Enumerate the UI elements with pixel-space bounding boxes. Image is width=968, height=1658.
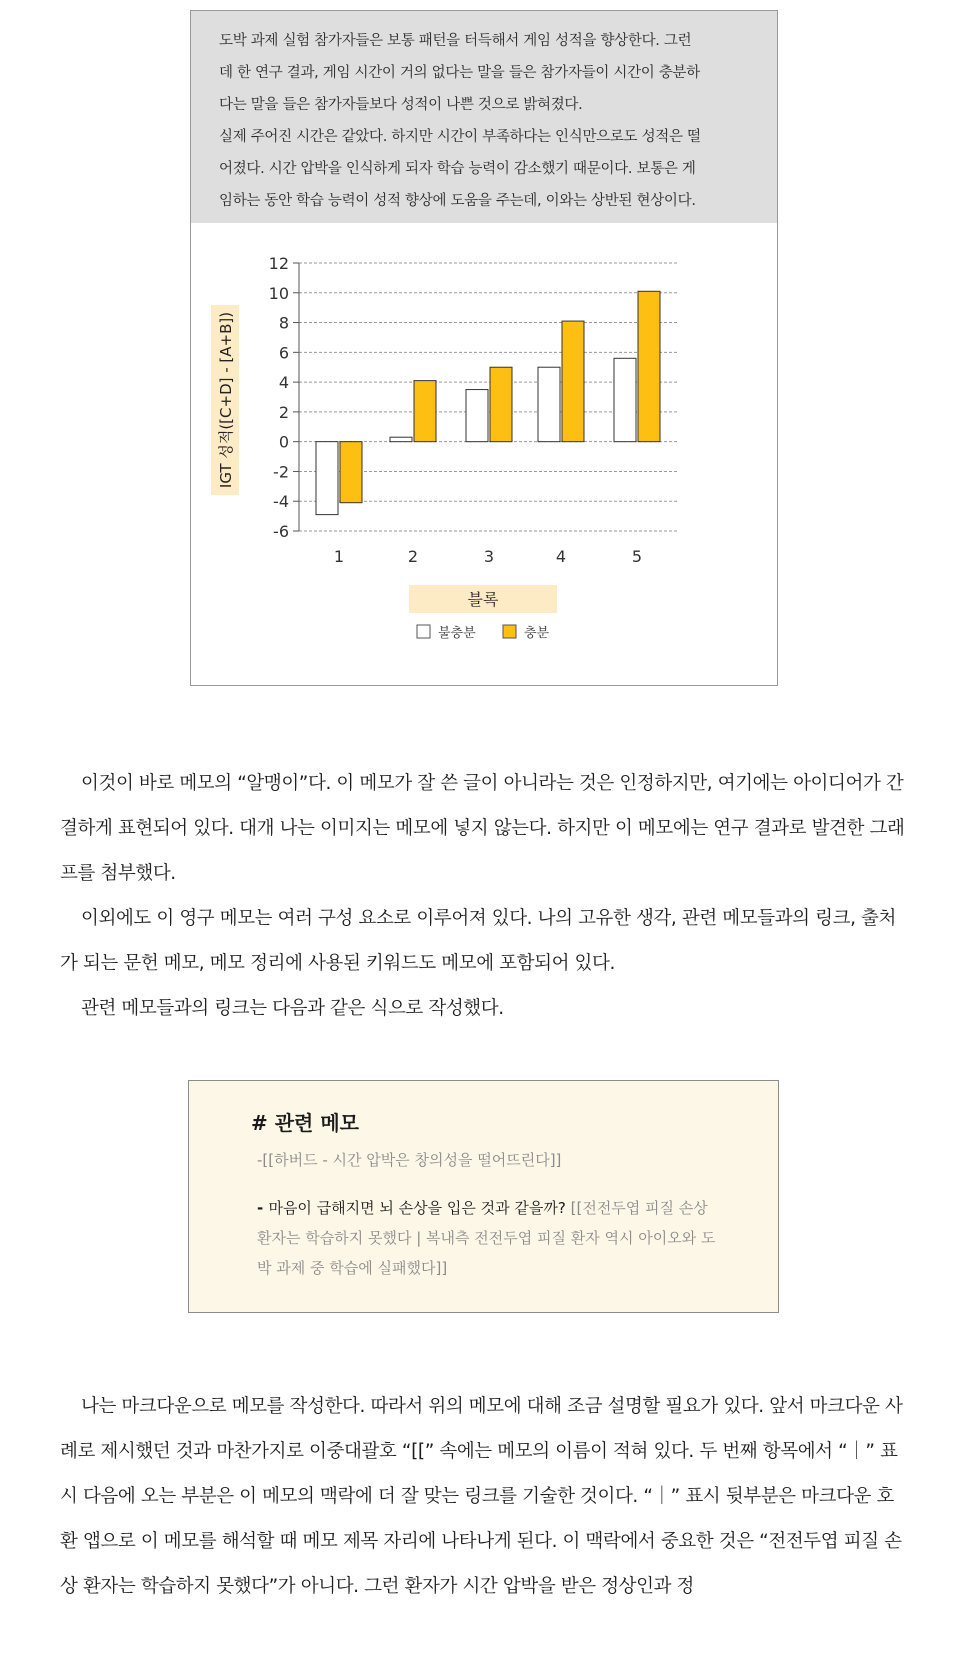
- memo-title: # 관련 메모: [251, 1111, 359, 1135]
- paragraph: 이외에도 이 영구 메모는 여러 구성 요소로 이루어져 있다. 나의 고유한 생각, 관련 메모들과의 링크, 출처가 되는 문헌 메모, 메모 정리에 사용된 키워드도 메모에 포함되어 있다.: [60, 908, 896, 974]
- bar-insufficient: [538, 367, 560, 441]
- bar-sufficient: [340, 442, 362, 503]
- bar-sufficient: [414, 381, 436, 442]
- legend-label: 불충분: [438, 626, 476, 641]
- related-memo-box: [188, 1080, 779, 1313]
- bar-sufficient: [638, 291, 660, 441]
- x-tick-label: 1: [333, 547, 345, 566]
- memo-list-item: [257, 1193, 727, 1283]
- y-tick-label: 0: [278, 432, 289, 452]
- y-tick-label: 4: [278, 373, 289, 393]
- y-axis-label: IGT 성적([C+D] - [A+B]): [217, 311, 235, 489]
- figure-caption: [191, 11, 777, 223]
- y-tick-label: 10: [268, 283, 289, 303]
- y-tick-label: -4: [273, 492, 289, 512]
- caption-line: 데 한 연구 결과, 게임 시간이 거의 없다는 말을 들은 참가자들이 시간이 충분하: [219, 65, 700, 81]
- bar-insufficient: [466, 390, 488, 442]
- memo-item-text: 마음이 급해지면 뇌 손상을 입은 것과 같을까?: [268, 1199, 566, 1217]
- bar-sufficient: [562, 321, 584, 442]
- memo-link[interactable]: [[전전두엽 피질 손상 환자는 학습하지 못했다 | 복내측 전전두엽 피질 환자 역시 아이오와 도박 과제 중 학습에 실패했다]]: [257, 1199, 716, 1277]
- legend-swatch: [417, 625, 430, 638]
- x-axis-label: 블록: [467, 590, 499, 609]
- y-tick-label: 8: [278, 313, 289, 333]
- bar-chart: [191, 223, 777, 685]
- y-tick-label: -6: [273, 522, 289, 541]
- legend-swatch: [503, 625, 516, 638]
- x-tick-label: 4: [555, 547, 567, 566]
- caption-line: 어졌다. 시간 압박을 인식하게 되자 학습 능력이 감소했기 때문이다. 보통은 게: [219, 161, 696, 177]
- body-section-1: [60, 761, 908, 1031]
- caption-line: 도박 과제 실험 참가자들은 보통 패턴을 터득해서 게임 성적을 향상한다. 그런: [219, 33, 692, 49]
- y-tick-label: 2: [278, 402, 289, 422]
- caption-line: 다는 말을 들은 참가자들보다 성적이 나쁜 것으로 밝혀졌다.: [219, 97, 583, 113]
- x-tick-label: 2: [407, 547, 419, 566]
- x-tick-label: 3: [483, 547, 495, 566]
- paragraph: 관련 메모들과의 링크는 다음과 같은 식으로 작성했다.: [81, 998, 504, 1019]
- paragraph: 이것이 바로 메모의 “알맹이”다. 이 메모가 잘 쓴 글이 아니라는 것은 인정하지만, 여기에는 아이디어가 간결하게 표현되어 있다. 대개 나는 이미지는 메모에 넣지 않는다. 하지만 이 메모에는 연구 결과로 발견한 그래프를 첨부했다.: [60, 773, 905, 884]
- figure-box: [190, 10, 778, 686]
- memo-link[interactable]: -[[하버드 - 시간 압박은 창의성을 떨어뜨린다]]: [257, 1151, 562, 1169]
- bar-insufficient: [316, 442, 338, 515]
- body-section-2: [60, 1384, 908, 1609]
- y-tick-label: -2: [273, 462, 289, 482]
- memo-item-dash: -: [257, 1199, 269, 1217]
- bar-insufficient: [390, 437, 412, 441]
- x-tick-label: 5: [631, 547, 643, 566]
- paragraph: 나는 마크다운으로 메모를 작성한다. 따라서 위의 메모에 대해 조금 설명할 필요가 있다. 앞서 마크다운 사례로 제시했던 것과 마찬가지로 이중대괄호 “[[” 속에는 메모의 이름이 적혀 있다. 두 번째 항목에서 “｜” 표시 다음에 오는 부분은 이 메모의 맥락에 더 잘 맞는 링크를 기술한 것이다. “｜” 표시 뒷부분은 마크다운 호환 앱으로 이 메모를 해석할 때 메모 제목 자리에 나타나게 된다. 이 맥락에서 중요한 것은 “전전두엽 피질 손상 환자는 학습하지 못했다”가 아니다. 그런 환자가 시간 압박을 받은 정상인과 정: [60, 1396, 903, 1597]
- y-tick-label: 12: [268, 254, 289, 273]
- caption-line: 임하는 동안 학습 능력이 성적 향상에 도움을 주는데, 이와는 상반된 현상이다.: [219, 193, 696, 209]
- legend-label: 충분: [524, 626, 550, 641]
- bar-insufficient: [614, 358, 636, 441]
- caption-line: 실제 주어진 시간은 같았다. 하지만 시간이 부족하다는 인식만으로도 성적은 떨: [219, 129, 701, 145]
- bar-sufficient: [490, 367, 512, 441]
- y-tick-label: 6: [278, 343, 289, 363]
